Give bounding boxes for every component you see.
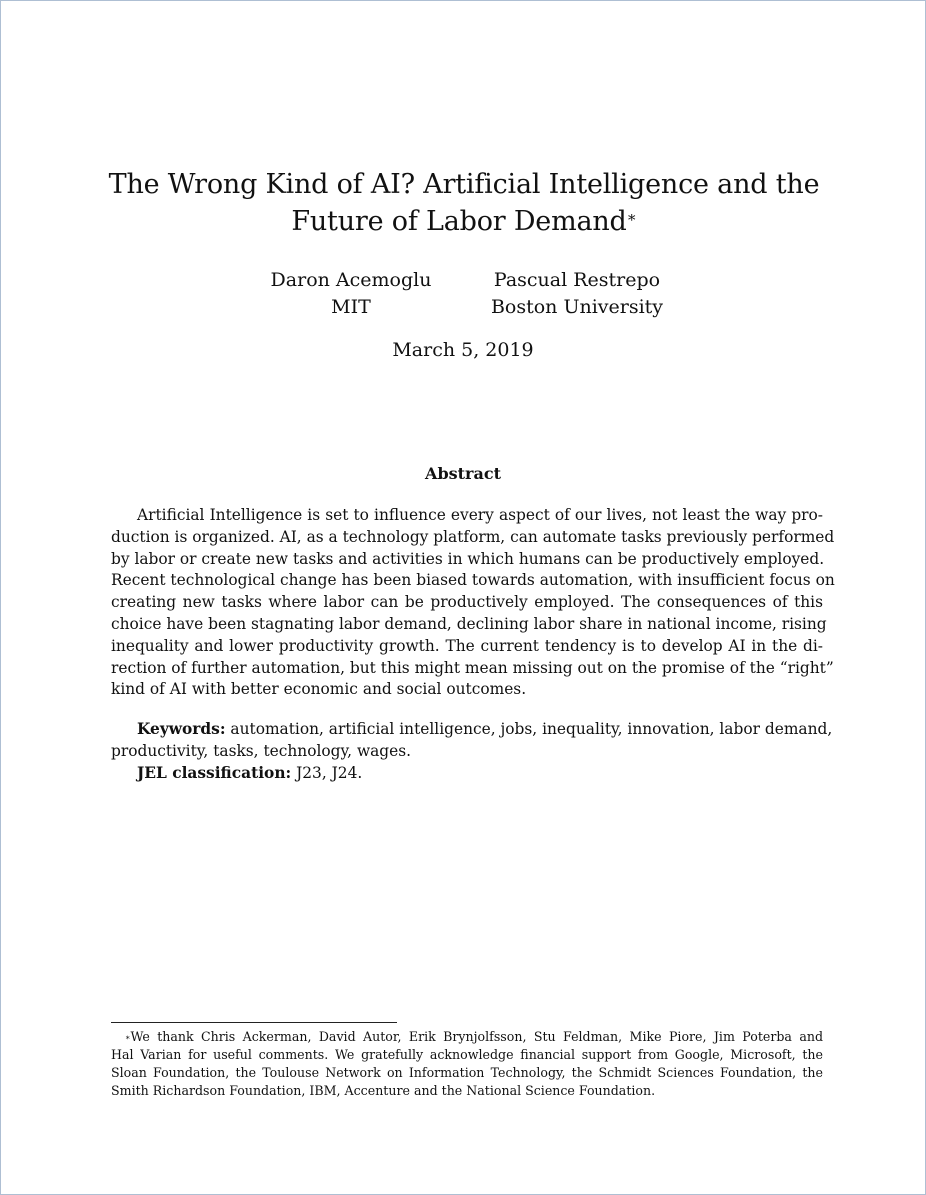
paper-date: March 5, 2019 [392,339,534,361]
keywords-block [111,719,833,784]
abstract-line: creating new tasks where labor can be productively employed. The consequences of this [111,593,823,612]
abstract-line: duction is organized. AI, as a technology platform, can automate tasks previously performed [111,527,835,546]
author-2-name: Pascual Restrepo [493,269,661,291]
footnote-text-1: We thank Chris Ackerman, David Autor, Erik Brynjolfsson, Stu Feldman, Mike Piore, Jim Poterba and [130,1029,823,1044]
abstract-line: inequality and lower productivity growth. The current tendency is to develop AI in the di- [111,636,823,655]
abstract-line: choice have been stagnating labor demand, declining labor share in national income, rising [111,614,827,633]
jel-value: J23, J24. [296,763,363,782]
abstract-line: rection of further automation, but this might mean missing out on the promise of the “right” [111,658,834,677]
author-1 [251,267,451,321]
abstract-line: Recent technological change has been biased towards automation, with insufficient focus on [111,571,835,590]
footnote-line: Smith Richardson Foundation, IBM, Accenture and the National Science Foundation. [111,1083,656,1098]
abstract-line: Artificial Intelligence is set to influence every aspect of our lives, not least the way pro- [137,506,823,524]
abstract-heading: Abstract [425,464,501,483]
abstract-line: kind of AI with better economic and social outcomes. [111,680,527,699]
keywords-line-2: productivity, tasks, technology, wages. [111,741,412,760]
footnote-line: Hal Varian for useful comments. We gratefully acknowledge financial support from Google, Microsoft, the [111,1047,823,1062]
author-2-affiliation: Boston University [490,296,664,318]
keywords-label: Keywords: [137,720,226,738]
jel-classification [111,763,823,785]
title-line-1: The Wrong Kind of AI? Artificial Intelligence and the [108,169,820,200]
footnote-line-1 [111,1028,823,1046]
author-2 [477,267,677,321]
footnote-line: Sloan Foundation, the Toulouse Network on Information Technology, the Schmidt Sciences Foundation, the [111,1065,823,1080]
paper-title [61,166,867,240]
title-footnote-marker: ∗ [626,208,637,226]
keywords-line-1 [111,719,833,741]
acknowledgment-footnote [111,1028,823,1100]
author-1-name: Daron Acemoglu [270,269,432,291]
footnote-rule [111,1022,397,1023]
jel-label: JEL classification: [137,763,292,782]
footnote-marker: ∗ [125,1033,131,1042]
abstract-line: by labor or create new tasks and activities in which humans can be productively employed. [111,549,825,568]
title-line-2-text: Future of Labor Demand [291,206,627,237]
abstract-body [111,505,835,701]
author-1-affiliation: MIT [331,296,371,318]
title-line-2 [61,203,867,240]
keywords-values-1: automation, artificial intelligence, jobs, inequality, innovation, labor demand, [230,720,833,738]
